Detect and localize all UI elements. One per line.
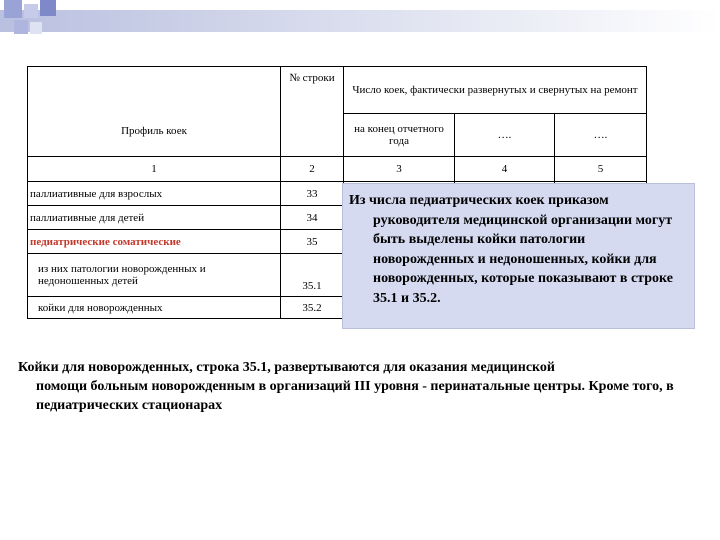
header-dots-1: …. — [455, 114, 555, 157]
row-label: паллиативные для взрослых — [28, 182, 281, 206]
header-end-of-year: на конец отчетного года — [344, 114, 455, 157]
header-row-number: № строки — [281, 67, 344, 157]
note-first-line: Из числа педиатрических коек приказом — [349, 193, 609, 208]
col-number-3: 3 — [344, 157, 455, 182]
row-number: 34 — [281, 206, 344, 230]
row-label-highlighted: педиатрические соматические — [28, 230, 281, 254]
header-dots-2: …. — [555, 114, 647, 157]
header-beds-title: Число коек, фактически развернутых и свернутых на ремонт — [344, 67, 647, 114]
decorative-header-squares — [0, 0, 720, 48]
paragraph-body: помощи больным новорожденным в организаций III уровня - перинатальные центры. Кроме того, в педиатрических стационарах — [36, 379, 674, 413]
explanation-paragraph — [18, 358, 698, 415]
row-number: 35.2 — [281, 297, 344, 319]
note-body: руководителя медицинской организации могут быть выделены койки патологии новорожденных и недоношенных, койки для новорожденных, которые показывают в строке 35.1 и 35.2. — [373, 212, 673, 306]
col-number-5: 5 — [555, 157, 647, 182]
col-number-1: 1 — [28, 157, 281, 182]
row-number: 33 — [281, 182, 344, 206]
col-number-4: 4 — [455, 157, 555, 182]
col-number-2: 2 — [281, 157, 344, 182]
row-number: 35 — [281, 230, 344, 254]
row-label: койки для новорожденных — [28, 297, 281, 319]
note-callout — [342, 183, 695, 329]
row-number: 35.1 — [281, 254, 344, 297]
header-profile: Профиль коек — [28, 67, 281, 157]
paragraph-first-line: Койки для новорожденных, строка 35.1, развертываются для оказания медицинской — [18, 360, 555, 375]
row-label: из них патологии новорожденных и недоношенных детей — [28, 254, 281, 297]
row-label: паллиативные для детей — [28, 206, 281, 230]
